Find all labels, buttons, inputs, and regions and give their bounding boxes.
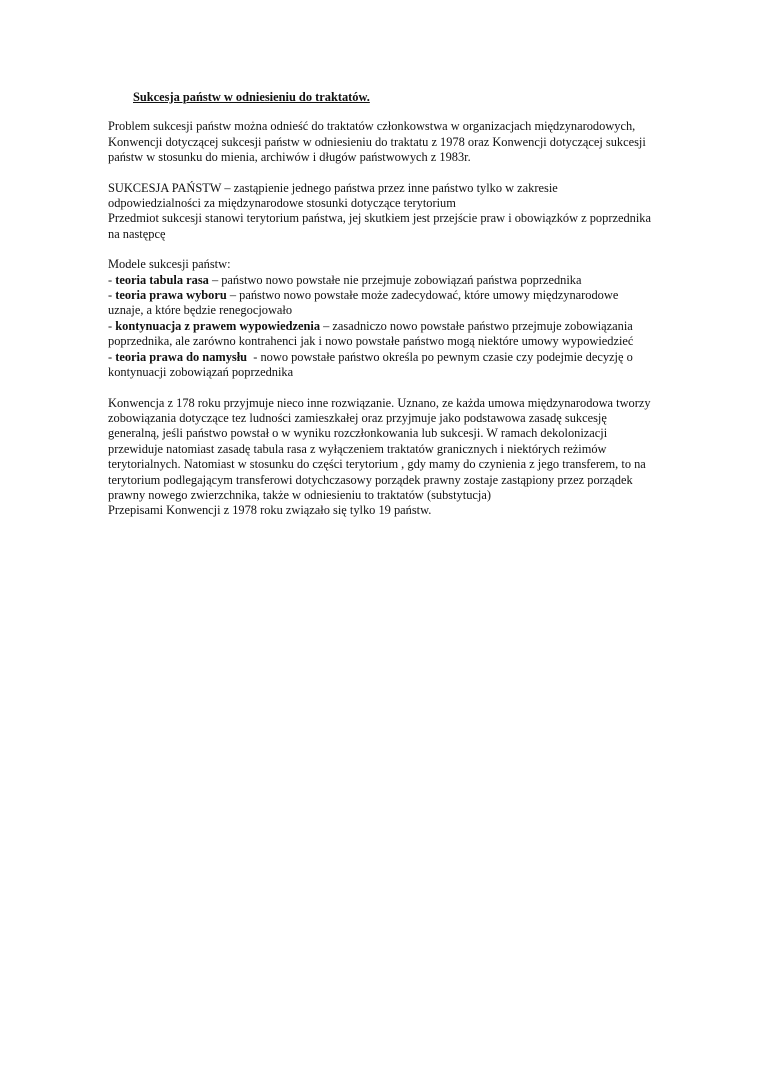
model-description-continued: kontynuacji zobowiązań poprzednika: [108, 365, 294, 380]
text-line: Przepisami Konwencji z 1978 roku związało się tylko 19 państw.: [108, 503, 432, 518]
text-line: Przedmiot sukcesji stanowi terytorium państwa, jej skutkiem jest przejście praw i obowiązków z poprzednika: [108, 211, 651, 226]
definition-paragraph: [108, 181, 678, 243]
model-item-kontynuacja: [108, 319, 678, 334]
text-line: terytorium podlegającym transferowi dotychczasowy porządek prawny zostaje zastąpiony przez porządek: [108, 472, 633, 487]
model-term: teoria prawa do namysłu: [115, 349, 248, 364]
model-item-prawa-do-namyslu: [108, 350, 678, 365]
intro-paragraph: [108, 119, 678, 165]
text-line: Konwencji dotyczącej sukcesji państw w odniesieniu do traktatu z 1978 oraz Konwencji dotyczącej sukcesji: [108, 134, 646, 149]
text-line: generalną, jeśli państwo powstał o w wyniku rozczłonkowania lub sukcesji. W ramach dekolonizacji: [108, 426, 608, 441]
model-description: – zasadniczo nowo powstałe państwo przejmuje zobowiązania: [320, 318, 633, 333]
model-description: - nowo powstałe państwo określa po pewnym czasie czy podejmie decyzję o: [247, 349, 633, 364]
text-line: Problem sukcesji państw można odnieść do traktatów członkowstwa w organizacjach międzynarodowych,: [108, 119, 636, 134]
model-item-tabula-rasa: [108, 273, 678, 288]
list-dash: -: [108, 349, 116, 364]
model-description: – państwo nowo powstałe nie przejmuje zobowiązań państwa poprzednika: [208, 272, 582, 287]
text-line: SUKCESJA PAŃSTW – zastąpienie jednego państwa przez inne państwo tylko w zakresie: [108, 180, 558, 195]
document-title: Sukcesja państw w odniesieniu do traktatów.: [133, 90, 370, 104]
list-dash: -: [108, 272, 116, 287]
text-line: państw w stosunku do mienia, archiwów i długów państwowych z 1983r.: [108, 150, 471, 165]
text-line: Konwencja z 178 roku przyjmuje nieco inne rozwiązanie. Uznano, ze każda umowa międzynarodowa tworzy: [108, 395, 651, 410]
list-dash: -: [108, 318, 116, 333]
model-description: – państwo nowo powstałe może zadecydować, które umowy międzynarodowe: [226, 288, 619, 303]
document-page: [108, 90, 678, 534]
list-dash: -: [108, 288, 116, 303]
text-line: na następcę: [108, 226, 166, 241]
text-line: zobowiązania dotyczące tez ludności zamieszkałej oraz przyjmuje jako podstawowa zasadę sukcesję: [108, 410, 607, 425]
model-term: kontynuacja z prawem wypowiedzenia: [115, 318, 321, 333]
convention-paragraph: [108, 396, 678, 519]
text-line: prawny nowego zwierzchnika, także w odniesieniu to traktatów (substytucja): [108, 487, 491, 502]
text-line: przewiduje natomiast zasadę tabula rasa z wyłączeniem traktatów granicznych i niektórych reżimów: [108, 441, 607, 456]
model-term: teoria tabula rasa: [115, 272, 209, 287]
models-section: [108, 257, 678, 380]
models-heading: Modele sukcesji państw:: [108, 257, 231, 272]
model-item-prawa-wyboru: [108, 288, 678, 303]
model-description-continued: poprzednika, ale zarówno kontrahenci jak i nowo powstałe państwo mogą niektóre umowy wypowiedzieć: [108, 334, 634, 349]
model-term: teoria prawa wyboru: [115, 288, 227, 303]
text-line: odpowiedzialności za międzynarodowe stosunki dotyczące terytorium: [108, 196, 456, 211]
text-line: terytorialnych. Natomiast w stosunku do części terytorium , gdy mamy do czynienia z jego transferem, to na: [108, 457, 646, 472]
model-description-continued: uznaje, a które będzie renegocjowało: [108, 303, 293, 318]
